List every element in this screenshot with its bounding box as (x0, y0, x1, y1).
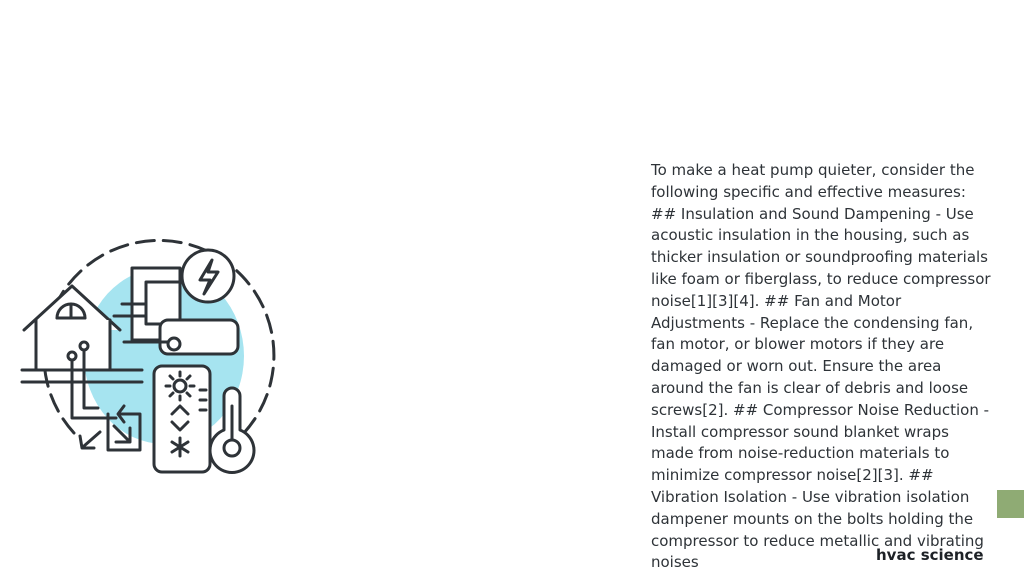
smart-home-heat-pump-illustration (14, 238, 284, 488)
article-text (651, 160, 991, 574)
lightning-icon (182, 250, 234, 302)
side-tab-button[interactable] (997, 490, 1024, 518)
unit-knob (168, 338, 180, 350)
article-body: To make a heat pump quieter, consider the following specific and effective measures: ## Insulation and Sound Dampening - Use acoustic insulation in the housing, such as thicker insulation or soundproofing materials like foam or fiberglass, to reduce compressor noise[1][3][4]. ## Fan and Motor Adjustments - Replace the condensing fan, fan motor, or blower motors if they are damaged or worn out. Ensure the area around the fan is clear of debris and loose screws[2]. ## Compressor Noise Reduction - Install compressor sound blanket wraps made from noise-reduction materials to minimize compressor noise[2][3]. ## Vibration Isolation - Use vibration isolation dampener mounts on the bolts holding the compressor to reduce metallic and vibrating noises (651, 161, 991, 572)
smart-home-heat-pump-icon (14, 238, 284, 488)
brand-logo-text: hvac science (876, 546, 984, 564)
remote-control-icon (154, 366, 210, 472)
